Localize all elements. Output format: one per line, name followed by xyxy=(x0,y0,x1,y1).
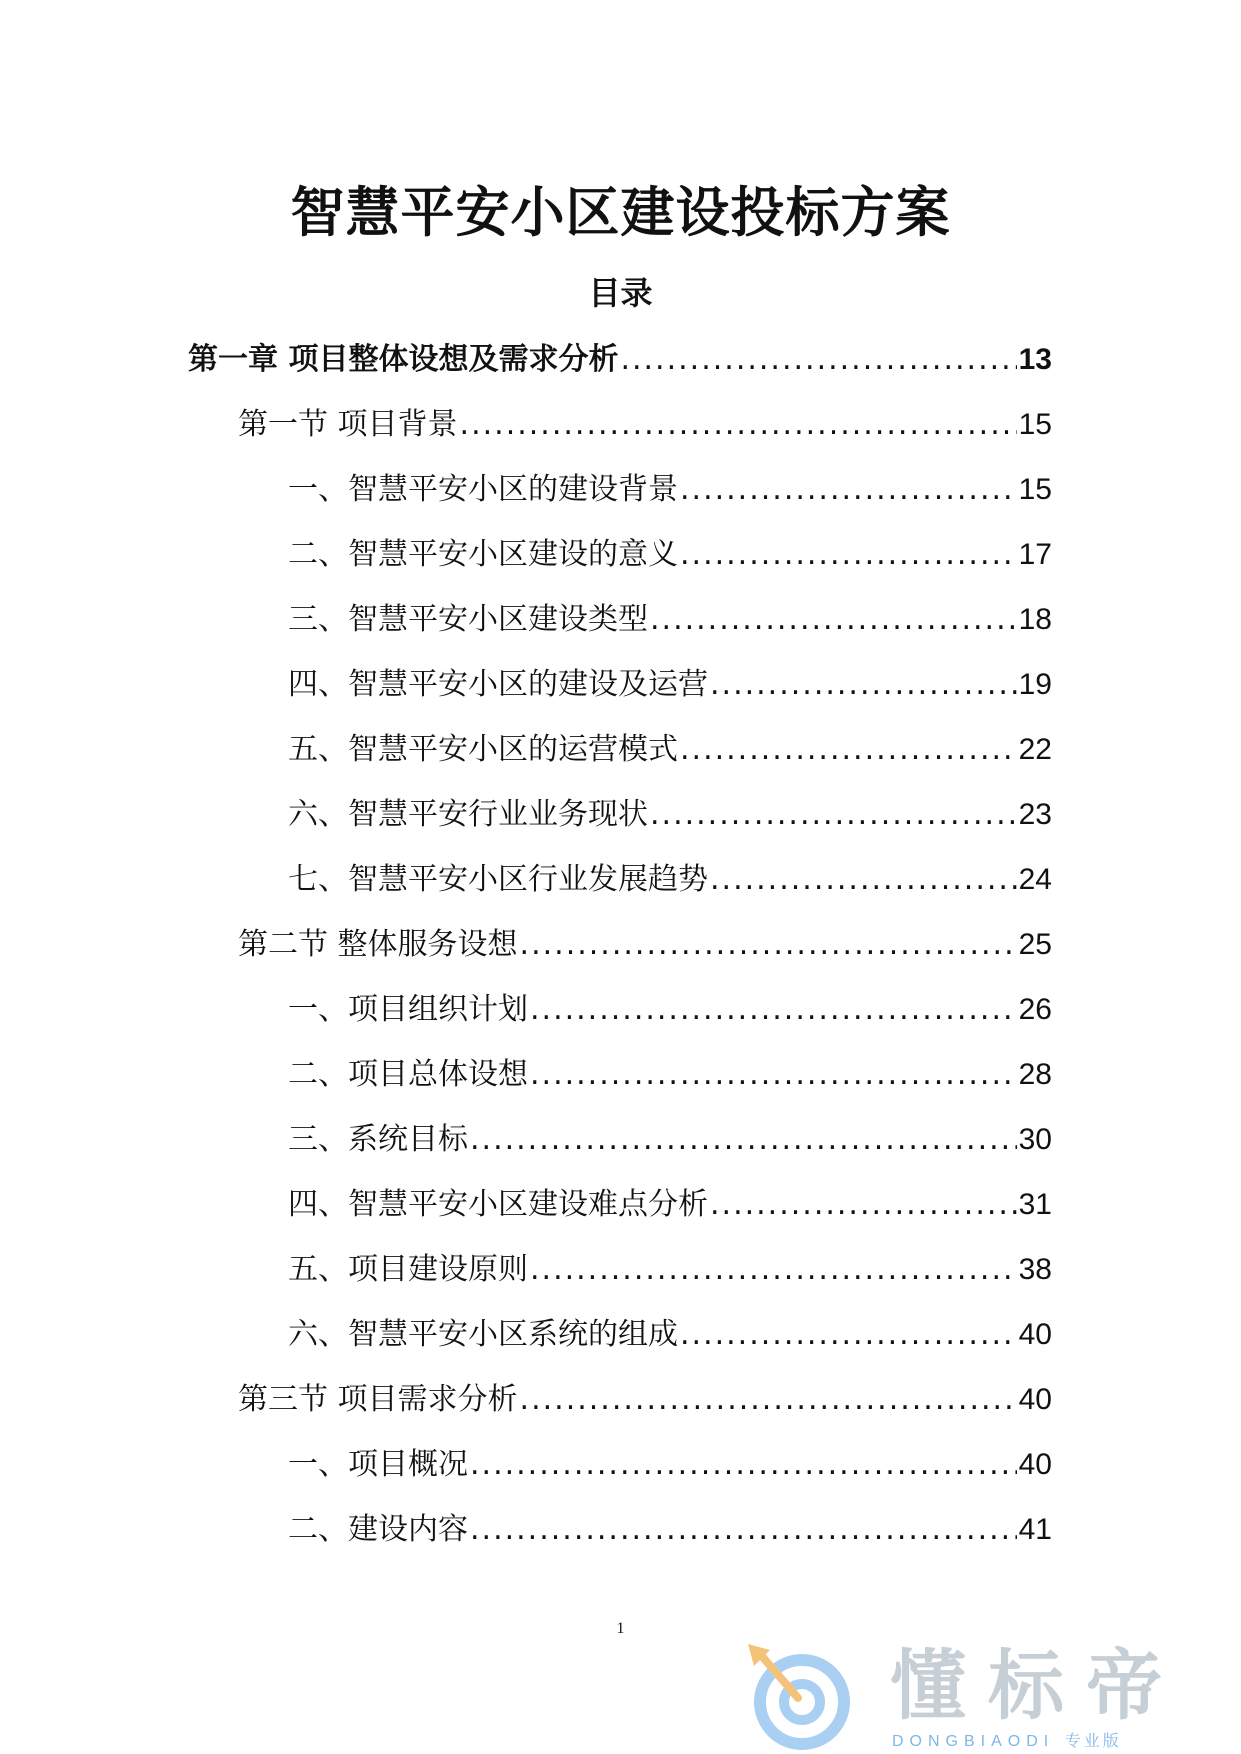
toc-entry-page: 38 xyxy=(1018,1253,1052,1286)
watermark-subtitle xyxy=(892,1728,1122,1751)
table-of-contents xyxy=(0,327,1241,1562)
toc-entry[interactable] xyxy=(0,847,1241,912)
toc-dot-leader xyxy=(520,912,1017,977)
watermark-badge: 专业版 xyxy=(1064,1733,1122,1750)
toc-entry-label: 三、系统目标 xyxy=(288,1122,468,1157)
toc-entry-page: 40 xyxy=(1018,1448,1052,1481)
toc-dot-leader xyxy=(680,717,1017,782)
toc-entry[interactable] xyxy=(0,392,1241,457)
toc-entry-page: 15 xyxy=(1018,408,1052,441)
toc-dot-leader xyxy=(470,1432,1017,1497)
toc-entry-page: 30 xyxy=(1018,1123,1052,1156)
toc-entry[interactable] xyxy=(0,587,1241,652)
toc-entry-page: 22 xyxy=(1018,733,1052,766)
toc-entry-label: 六、智慧平安小区系统的组成 xyxy=(288,1317,678,1352)
toc-entry-page: 15 xyxy=(1018,473,1052,506)
toc-entry-page: 19 xyxy=(1018,668,1052,701)
toc-dot-leader xyxy=(520,1367,1017,1432)
toc-dot-leader xyxy=(680,1302,1017,1367)
toc-entry-label: 第一节 项目背景 xyxy=(238,407,458,442)
toc-entry-label: 二、智慧平安小区建设的意义 xyxy=(288,537,678,572)
toc-dot-leader xyxy=(710,847,1017,912)
toc-dot-leader xyxy=(470,1107,1017,1172)
toc-entry-page: 28 xyxy=(1018,1058,1052,1091)
toc-entry[interactable] xyxy=(0,1042,1241,1107)
toc-entry-label: 五、智慧平安小区的运营模式 xyxy=(288,732,678,767)
toc-entry-page: 26 xyxy=(1018,993,1052,1026)
toc-entry-label: 四、智慧平安小区的建设及运营 xyxy=(288,667,708,702)
watermark-subtitle-text: DONGBIAODI xyxy=(892,1733,1055,1750)
toc-entry-label: 第三节 项目需求分析 xyxy=(238,1382,518,1417)
toc-entry-page: 31 xyxy=(1018,1188,1052,1221)
toc-entry[interactable] xyxy=(0,977,1241,1042)
toc-entry-label: 一、项目概况 xyxy=(288,1447,468,1482)
toc-dot-leader xyxy=(530,1237,1017,1302)
toc-entry[interactable] xyxy=(0,457,1241,522)
toc-entry[interactable] xyxy=(0,1432,1241,1497)
toc-entry[interactable] xyxy=(0,1172,1241,1237)
toc-dot-leader xyxy=(460,392,1017,457)
toc-dot-leader xyxy=(650,587,1017,652)
toc-heading: 目录 xyxy=(588,274,653,312)
toc-dot-leader xyxy=(710,1172,1017,1237)
toc-entry[interactable] xyxy=(0,652,1241,717)
page-number: 1 xyxy=(616,1620,625,1637)
document-title: 智慧平安小区建设投标方案 xyxy=(290,181,951,244)
toc-entry-page: 23 xyxy=(1018,798,1052,831)
toc-entry[interactable] xyxy=(0,782,1241,847)
toc-entry[interactable] xyxy=(0,522,1241,587)
toc-dot-leader xyxy=(680,522,1017,587)
toc-dot-leader xyxy=(530,1042,1017,1107)
toc-entry-label: 一、智慧平安小区的建设背景 xyxy=(288,472,678,507)
toc-dot-leader xyxy=(710,652,1017,717)
toc-entry-page: 40 xyxy=(1018,1383,1052,1416)
toc-dot-leader xyxy=(650,782,1017,847)
toc-entry[interactable] xyxy=(0,1367,1241,1432)
toc-entry-page: 41 xyxy=(1018,1513,1052,1546)
toc-entry[interactable] xyxy=(0,327,1241,392)
watermark xyxy=(740,1640,1220,1750)
toc-entry-page: 18 xyxy=(1018,603,1052,636)
toc-entry-page: 40 xyxy=(1018,1318,1052,1351)
toc-entry-label: 第二节 整体服务设想 xyxy=(238,927,518,962)
toc-entry-label: 五、项目建设原则 xyxy=(288,1252,528,1287)
toc-entry-label: 一、项目组织计划 xyxy=(288,992,528,1027)
toc-entry-label: 七、智慧平安小区行业发展趋势 xyxy=(288,862,708,897)
toc-dot-leader xyxy=(680,457,1017,522)
toc-entry-label: 四、智慧平安小区建设难点分析 xyxy=(288,1187,708,1222)
toc-entry-label: 二、项目总体设想 xyxy=(288,1057,528,1092)
toc-dot-leader xyxy=(470,1497,1017,1562)
toc-entry-page: 17 xyxy=(1018,538,1052,571)
toc-entry[interactable] xyxy=(0,1497,1241,1562)
toc-entry[interactable] xyxy=(0,1302,1241,1367)
toc-entry[interactable] xyxy=(0,1237,1241,1302)
toc-entry-label: 二、建设内容 xyxy=(288,1512,468,1547)
toc-entry-label: 三、智慧平安小区建设类型 xyxy=(288,602,648,637)
toc-dot-leader xyxy=(620,327,1016,392)
toc-entry-label: 六、智慧平安行业业务现状 xyxy=(288,797,648,832)
toc-entry[interactable] xyxy=(0,717,1241,782)
toc-entry[interactable] xyxy=(0,912,1241,977)
target-arrow-icon xyxy=(740,1640,860,1750)
toc-entry-page: 25 xyxy=(1018,928,1052,961)
toc-dot-leader xyxy=(530,977,1017,1042)
toc-entry-label: 第一章 项目整体设想及需求分析 xyxy=(188,342,619,377)
toc-entry[interactable] xyxy=(0,1107,1241,1172)
toc-entry-page: 24 xyxy=(1018,863,1052,896)
toc-entry-page: 13 xyxy=(1018,343,1052,376)
watermark-brand: 懂标帝 xyxy=(890,1641,1184,1730)
